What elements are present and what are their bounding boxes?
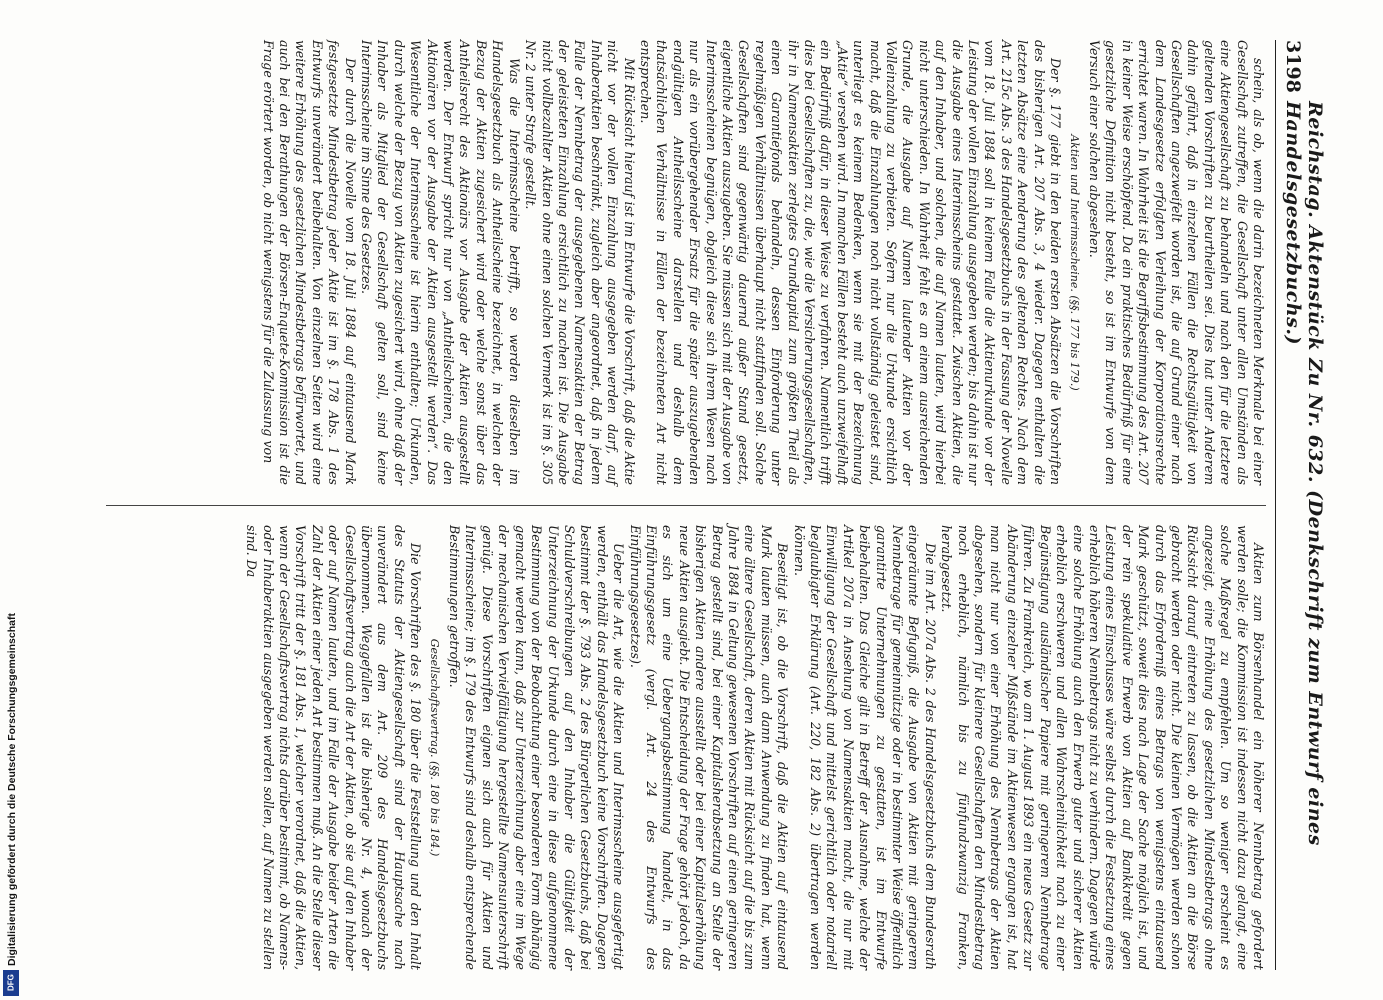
dfg-logo-text: DFG bbox=[6, 974, 16, 992]
paragraph: Die im Art. 207a Abs. 2 des Handelsgesetzbuchs dem Bundesrath eingeräumte Befugniß, die Ausgabe von Aktien mit geringerem Nennbetrage für gemeinnützige oder in bestimmter Weise öffentlich garantirte Unternehmungen zu gestatten, ist im Entwurfe beibehalten. Das Gleiche gilt in Betreff der Ausnahme, welche der Artikel 207a in Ansehung von Namensaktien macht, die nur mit Einwilligung der Gesellschaft und mittelst gerichtlich oder notariell beglaubigter Erklärung (Art. 220, 182 Abs. 2) übertragen werden können. bbox=[791, 525, 938, 970]
paragraph: Aktien zum Börsenhandel ein höherer Nennbetrag gefordert werden solle; die Kommission ist indessen nicht dazu gelangt, eine solche Maßregel zu empfehlen. Um so weniger erscheint es angezeigt, eine Erhöhung des gesetzlichen Mindestbetrags ohne Rücksicht darauf eintreten zu lassen, ob die Aktien an die Börse gebracht werden oder nicht. Die kleinen Vermögen werden schon durch das Erforderniß eines Betrags von wenigstens eintausend Mark geschützt, soweit dies nach Lage der Sache möglich ist, und der rein spekulative Erwerb von Aktien auf Bankkredit gegen Leistung eines Einschusses wäre selbst durch die Festsetzung eines erheblich höheren Nennbetrags nicht zu verhindern. Dagegen würde eine solche Erhöhung auch den Erwerb guter und sicherer Aktien erheblich erschweren und allen Wahrscheinlichkeit nach zu einer Begünstigung ausländischer Papiere mit geringerem Nennbetrage führen. Zu Frankreich, wo am 1. August 1893 ein neues Gesetz zur Abänderung einzelner Mißstände im Aktienwesen ergangen ist, hat man nicht nur von einer Erhöhung des Nennbetrags der Aktien abgesehen, sondern für kleinere Gesellschaften den Mindestbetrag noch erheblich, nämlich bis zu fünfundzwanzig Franken, herabgesetzt. bbox=[939, 525, 1266, 970]
paragraph: Mit Rücksicht hierauf ist im Entwurfe die Vorschrift, daß die Aktie nicht vor der vollen Einzahlung ausgegeben werden darf, auf Inhaberaktien beschränkt, zugleich aber angeordnet, daß in jedem Falle der Nennbetrag der ausgegebenen Namensaktien der Betrag der geleisteten Einzahlung ersichtlich zu machen ist. Die Ausgabe nicht vollbezahlter Aktien ohne einen solchen Vermerk ist im §. 305 Nr. 2 unter Strafe gestellt. bbox=[523, 40, 637, 485]
paragraph: Der durch die Novelle vom 18. Juli 1884 auf eintausend Mark festgesetzte Mindestbetrag jeder Aktie ist im §. 178 Abs. 1 des Entwurfs unverändert beibehalten. Von einzelnen Seiten wird eine weitere Erhöhung des gesetzlichen Mindestbetrags befürwortet, und auch bei den Berathungen der Börsen-Enquete-Kommission ist die Frage erörtert worden, ob nicht wenigstens für die Zulassung von bbox=[260, 40, 358, 485]
running-title: Reichstag. Aktenstück Zu Nr. 632. (Denkschrift zum Entwurf eines Handelsgesetzbuchs.) bbox=[1282, 101, 1326, 846]
page-number: 3198 bbox=[1282, 40, 1304, 93]
paragraph: Was die Interimsscheine betrifft, so werden dieselben im Handelsgesetzbuch als Antheilscheine bezeichnet, in welchen der Bezug der Aktien zugesichert wird oder welche sonst über das Antheilsrecht des Aktionärs vor Ausgabe der Aktien ausgestellt werden. Der Entwurf spricht nur von „Antheilscheinen, die den Aktionären vor der Ausgabe der Aktien ausgestellt werden“. Das Wesentliche der Interimsscheine ist hierin enthalten; Urkunden, durch welche der Bezug von Aktien zugesichert wird, ohne daß der Inhaber als Mitglied der Gesellschaft gelten soll, sind keine Interimsscheine im Sinne des Gesetzes. bbox=[359, 40, 522, 485]
page-header bbox=[1275, 40, 1326, 970]
paragraph: schein, als ob, wenn die darin bezeichneten Merkmale bei einer Gesellschaft zutreffen, die Gesellschaft unter allen Umständen als eine Aktiengesellschaft zu behandeln und nach den für die letztere geltenden Vorschriften zu beurtheilen sei. Dies hat unter Anderem dahin geführt, daß in einzelnen Fällen die Rechtsgültigkeit von Gesellschaften angezweifelt worden ist, die auf Grund einer nach dem Landesgesetze erfolgten Verleihung der Korporationsrechte errichtet waren. In Wahrheit ist die Begriffsbestimmung des Art. 207 in keiner Weise erschöpfend. Da ein praktisches Bedürfniß für eine gesetzliche Definition nicht besteht, so ist im Entwurfe von dem Versuch einer solchen abgesehen. bbox=[1086, 40, 1266, 485]
paragraph: Der §. 177 giebt in den beiden ersten Absätzen die Vorschriften des bisherigen Art. 207 Abs. 3, 4 wieder. Dagegen enthalten die letzten Absätze eine Aenderung des geltenden Rechtes. Nach dem Art. 215c Abs. 3 des Handelsgesetzbuchs in der Fassung der Novelle vom 18. Juli 1884 soll in keinem Falle die Aktienurkunde vor der Leistung der vollen Einzahlung ausgegeben werden; bis dahin ist nur die Ausgabe eines Interimsscheins gestattet. Zwischen Aktien, die auf den Inhaber, und solchen, die auf Namen lauten, wird hierbei nicht unterschieden. In Wahrheit fehlt es an einem ausreichenden Grunde, die Ausgabe auf Namen lautender Aktien vor der Volleinzahlung zu verbieten. Sofern nur die Urkunde ersichtlich macht, daß die Einzahlungen noch nicht vollständig geleistet sind, unterliegt es keinem Bedenken, wenn sie mit der Bezeichnung „Aktie“ versehen wird. In manchen Fällen besteht auch unzweifelhaft ein Bedürfniß dafür, in dieser Weise zu verfahren. Namentlich trifft dies bei Gesellschaften zu, die, wie die Versicherungsgesellschaften, ihr in Namensaktien zerlegtes Grundkapital zum größten Theil als einen Garantiefonds behandeln, dessen Einforderung unter regelmäßigen Verhältnissen überhaupt nicht stattfinden soll. Solche Gesellschaften sind gegenwärtig dauernd außer Stand gesetzt, eigentliche Aktien auszugeben. Sie müssen sich mit der Ausgabe von Interimsscheinen begnügen, obgleich diese sich ihrem Wesen nach nur als ein vorübergehender Ersatz für die später auszugebenden endgültigen Antheilsscheine darstellen und deshalb dem thatsächlichen Verhältnisse in Fällen der bezeichneten Art nicht entsprechen. bbox=[637, 40, 1064, 485]
rotated-page bbox=[84, 40, 1326, 970]
dfg-logo bbox=[3, 970, 19, 996]
digitization-footer bbox=[2, 0, 20, 1000]
section-subheading: Aktien und Interimsscheine. (§§. 177 bis 179.) bbox=[1067, 134, 1081, 391]
paragraph: Ueber die Art, wie die Aktien und Interimsscheine ausgefertigt werden, enthält das Handelsgesetzbuch keine Vorschriften. Dagegen bestimmt der §. 793 Abs. 2 des Bürgerlichen Gesetzbuchs, daß bei Schuldverschreibungen auf den Inhaber die Gültigkeit der Unterzeichnung der Urkunde durch eine in diese aufgenommene Bestimmung von der Beobachtung einer besonderen Form abhängig gemacht werden kann, daß zur Unterzeichnung aber eine im Wege der mechanischen Vervielfältigung hergestellte Namensunterschrift genügt. Diese Vorschriften eignen sich auch für Aktien und Interimsscheine; im §. 179 des Entwurfs sind deshalb entsprechende Bestimmungen getroffen. bbox=[447, 525, 627, 970]
paragraph: Beseitigt ist, ob die Vorschrift, daß die Aktien auf eintausend Mark lauten müssen, auch dann Anwendung zu finden hat, wenn eine ältere Gesellschaft, deren Aktien mit Rücksicht auf die bis zum Jahre 1884 in Geltung gewesenen Vorschriften auf einen geringeren Betrag gestellt sind, bei einer Kapitalsherabsetzung an Stelle der bisherigen Aktien andere ausstellt oder bei einer Kapitalserhöhung neue Aktien ausgiebt. Die Entscheidung der Frage gehört jedoch, da es sich um eine Uebergangsbestimmung handelt, in das Einführungsgesetz (vergl. Art. 24 des Entwurfs des Einführungsgesetzes). bbox=[627, 525, 791, 970]
right-column bbox=[243, 525, 1266, 970]
funding-notice: Digitalisierung gefördert durch die Deutsche Forschungsgemeinschaft bbox=[6, 613, 18, 966]
column-divider bbox=[106, 505, 1266, 506]
paragraph: Die Vorschriften des §. 180 über die Feststellung und den Inhalt des Statuts der Aktiengesellschaft sind der Hauptsache nach unverändert aus dem Art. 209 des Handelsgesetzbuchs übernommen. Weggefallen ist die bisherige Nr. 4, wonach der Gesellschaftsvertrag auch die Art der Aktien, ob sie auf den Inhaber oder auf Namen lauten, und im Falle der Ausgabe beider Arten die Zahl der Aktien einer jeden Art bestimmen muß. An die Stelle dieser Vorschrift tritt der §. 181 Abs. 1, welcher verordnet, daß die Aktien, wenn der Gesellschaftsvertrag nichts darüber bestimmt, ob Namens- oder Inhaberaktien ausgegeben werden sollen, auf Namen zu stellen sind. Da bbox=[244, 525, 424, 970]
section-subheading: Gesellschaftsvertrag. (§§. 180 bis 184.) bbox=[427, 638, 441, 857]
left-column bbox=[259, 40, 1266, 485]
